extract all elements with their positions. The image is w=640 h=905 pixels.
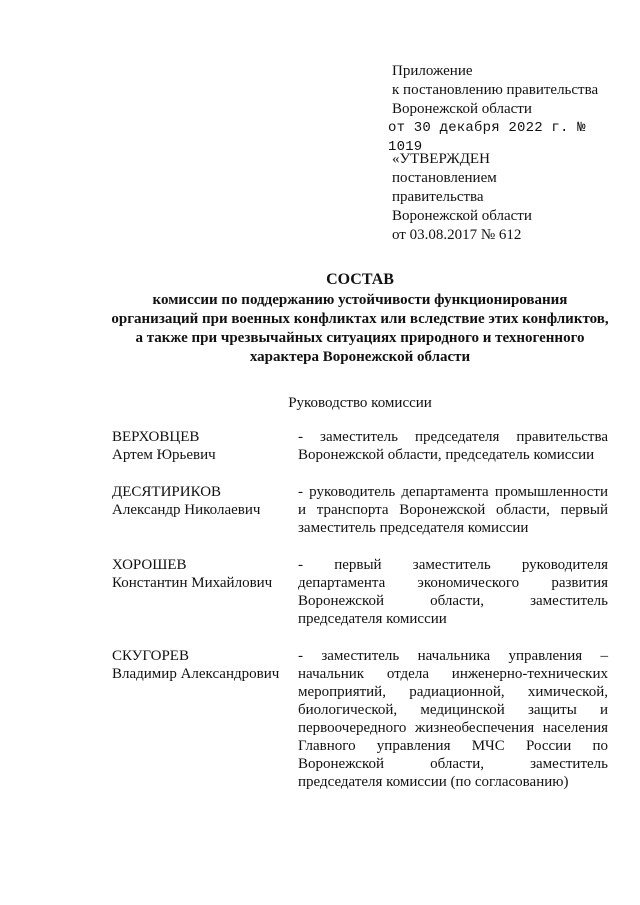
member-surname: СКУГОРЕВ bbox=[112, 648, 189, 664]
member-surname: ДЕСЯТИРИКОВ bbox=[112, 484, 222, 500]
member-row bbox=[112, 483, 612, 537]
document-title bbox=[90, 270, 630, 367]
member-role: - заместитель председателя правительства Воронежской области, председатель комиссии bbox=[298, 429, 608, 463]
title-line-4: характера Воронежской области bbox=[249, 349, 471, 365]
appendix-line-3: Воронежской области bbox=[392, 101, 532, 117]
title-line-2: организаций при военных конфликтах или вследствие этих конфликтов, bbox=[111, 311, 609, 327]
approval-line-3: правительства bbox=[392, 189, 484, 205]
member-given-name: Владимир Александрович bbox=[112, 666, 280, 682]
member-role: - руководитель департамента промышленности и транспорта Воронежской области, первый заместитель председателя комиссии bbox=[298, 484, 608, 536]
approval-line-1: «УТВЕРЖДЕН bbox=[392, 151, 490, 167]
appendix-block bbox=[388, 62, 622, 157]
member-given-name: Александр Николаевич bbox=[112, 502, 261, 518]
member-name bbox=[112, 483, 298, 537]
approval-block bbox=[392, 150, 622, 245]
approval-line-4: Воронежской области bbox=[392, 208, 532, 224]
member-given-name: Артем Юрьевич bbox=[112, 447, 216, 463]
member-role: - первый заместитель руководителя департамента экономического развития Воронежской области, заместитель председателя комиссии bbox=[298, 557, 608, 627]
approval-line-2: постановлением bbox=[392, 170, 497, 186]
appendix-date-number: от 30 декабря 2022 г. № 1019 bbox=[388, 120, 586, 155]
member-given-name: Константин Михайлович bbox=[112, 575, 273, 591]
title-line-1: комиссии по поддержанию устойчивости функционирования bbox=[152, 292, 568, 308]
member-surname: ХОРОШЕВ bbox=[112, 557, 187, 573]
title-line-3: а также при чрезвычайных ситуациях природного и техногенного bbox=[135, 330, 585, 346]
member-name bbox=[112, 556, 298, 628]
member-surname: ВЕРХОВЦЕВ bbox=[112, 429, 200, 445]
member-role: - заместитель начальника управления – начальник отдела инженерно-технических мероприятий, радиационной, химической, биологической, медицинской защиты и первоочередного жизнеобеспечения населения Главного управления МЧС России по Воронежской области, заместитель председателя комиссии (по согласованию) bbox=[298, 648, 608, 790]
member-row bbox=[112, 556, 612, 628]
section-heading: Руководство комиссии bbox=[288, 395, 432, 411]
title-main: СОСТАВ bbox=[326, 271, 394, 288]
appendix-line-2: к постановлению правительства bbox=[392, 82, 599, 98]
approval-line-5: от 03.08.2017 № 612 bbox=[392, 227, 522, 243]
member-name bbox=[112, 428, 298, 464]
member-row bbox=[112, 428, 612, 464]
members-list bbox=[112, 428, 612, 810]
member-row bbox=[112, 647, 612, 791]
appendix-line-1: Приложение bbox=[392, 63, 473, 79]
member-name bbox=[112, 647, 298, 791]
